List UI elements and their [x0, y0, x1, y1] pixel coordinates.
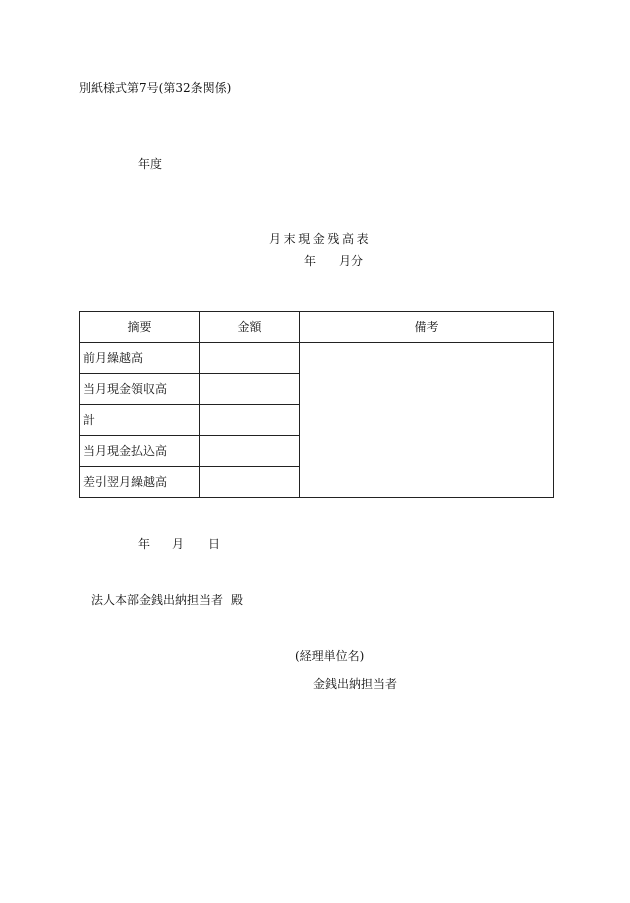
- amount-cell[interactable]: [200, 343, 300, 374]
- row-label: 計: [80, 405, 200, 436]
- addressee-name: 法人本部金銭出納担当者: [91, 593, 224, 607]
- column-header-remarks: 備考: [300, 312, 554, 343]
- row-label: 差引翌月繰越高: [80, 467, 200, 498]
- amount-cell[interactable]: [200, 467, 300, 498]
- accounting-unit-name: (経理単位名): [295, 649, 365, 663]
- date-day-label: 日: [208, 537, 221, 551]
- column-header-summary: 摘要: [80, 312, 200, 343]
- fiscal-year-label: 年度: [138, 157, 163, 171]
- row-label: 当月現金領収高: [80, 374, 200, 405]
- amount-cell[interactable]: [200, 405, 300, 436]
- date-month-label: 月: [172, 537, 185, 551]
- row-label: 当月現金払込高: [80, 436, 200, 467]
- form-reference: 別紙様式第7号(第32条関係): [79, 81, 232, 95]
- period-month-label: 月分: [339, 254, 364, 268]
- column-header-amount: 金額: [200, 312, 300, 343]
- table-header-row: [80, 312, 554, 343]
- date-year-label: 年: [138, 537, 151, 551]
- remarks-cell[interactable]: [300, 343, 554, 498]
- table-row: [80, 343, 554, 374]
- amount-cell[interactable]: [200, 374, 300, 405]
- amount-cell[interactable]: [200, 436, 300, 467]
- document-title: 月末現金残高表: [269, 232, 372, 246]
- row-label: 前月繰越高: [80, 343, 200, 374]
- signer-title: 金銭出納担当者: [313, 677, 398, 691]
- addressee-honorific: 殿: [231, 593, 244, 607]
- cash-balance-table: [79, 311, 554, 498]
- period-year-label: 年: [304, 254, 317, 268]
